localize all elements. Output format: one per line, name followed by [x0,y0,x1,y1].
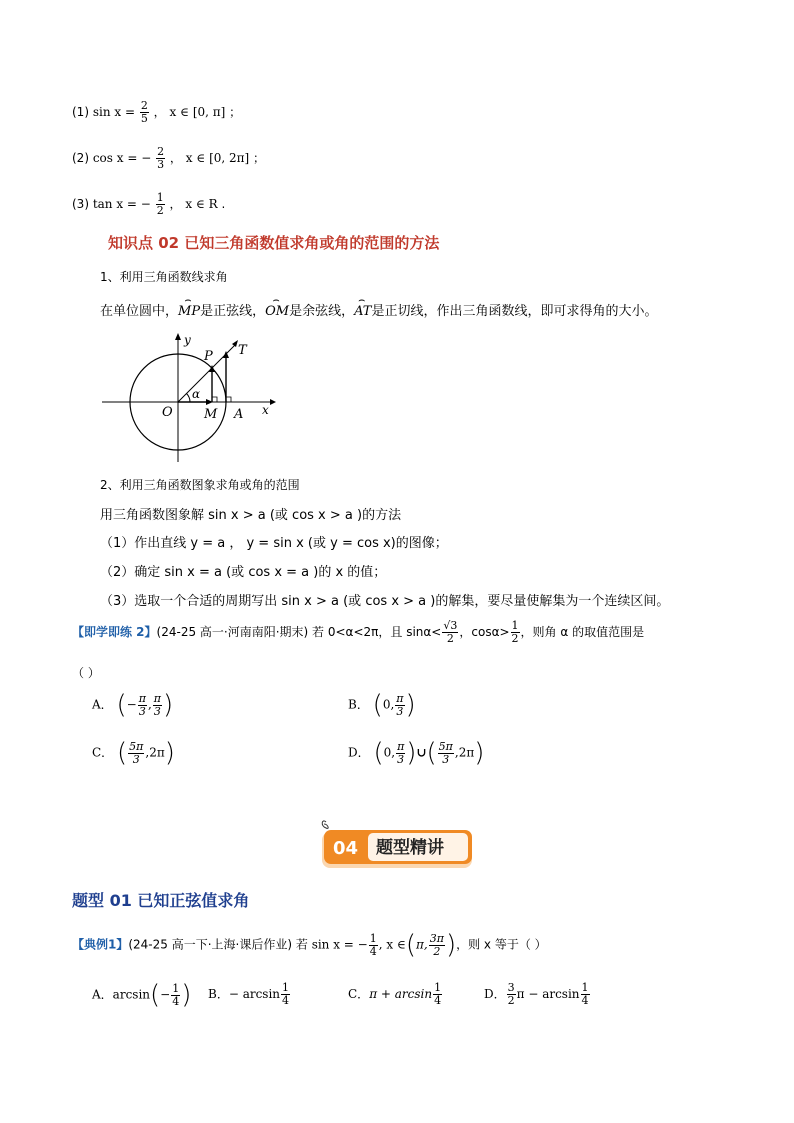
problem-3: (3) tan x = − $\frac{1}{2}$ ， x ∈ R . [72,191,226,217]
practice-source: (24-25 高一·河南南阳·期末) [156,625,309,639]
arc-mp: ⌢ MP [178,304,200,319]
text: 是正切线，作出三角函数线，即可求得角的大小。 [371,304,658,319]
option-label: C． [92,745,114,760]
range: [0, 2π] [209,151,250,165]
badge-number: 04 [333,838,359,859]
equation-lhs: sin x = [92,105,136,119]
label-a: A [234,407,244,422]
type01-option-b[interactable]: B．− arcsin $\frac{1}{4}$ [208,981,290,1007]
denominator: 2 [511,632,519,645]
stem-text: 若 0<α<2π，且 sinα< [312,625,442,639]
option-label: B． [348,697,369,712]
arc-om: ⌢ OM [265,304,289,319]
method2-heading: 2、利用三角函数图象求角或角的范围 [100,478,300,492]
type01-option-d[interactable]: D． $\frac{3}{2}$ π − arcsin $\frac{1}{4}$ [484,981,589,1007]
right-angle-a [226,397,231,402]
denominator: 2 [156,204,164,217]
badge-text: 题型精讲 [376,838,444,858]
problem-1: (1) sin x = $\frac{2}{5}$ ， x ∈ [0, π] ； [72,99,242,125]
right-angle-m [212,397,217,402]
example1-stem: 【典例1】(24-25 高一下·上海·课后作业) 若 sin x = − $\frac{1}{4}$ , x ∈(π, $\frac{3\pi}{2}$ )，则 x 等于（ ） [72,930,547,960]
type01-option-a[interactable]: A．arcsin(− $\frac{1}{4}$ ) [92,980,192,1010]
numerator: 1 [156,191,164,204]
stem-text: 若 sin x = − [295,937,368,952]
denominator: 2 [446,632,454,645]
knowledge-title: 知识点 02 已知三角函数值求角或角的范围的方法 [108,234,440,252]
range-prefix: x ∈ [185,151,206,165]
swirl-icon [322,821,328,829]
step-3: （3）选取一个合适的周期写出 sin x > a (或 cos x > a )的解集，要尽量使解集为一个连续区间。 [100,594,670,609]
unit-circle-diagram [98,330,278,464]
range: [0, π] [192,105,226,119]
text: 是余弦线， [289,304,355,319]
type01-title: 题型 01 已知正弦值求角 [72,891,250,910]
practice-tag: 【即学即练 2】 [72,625,157,639]
problem-label: (1) [72,105,89,119]
step-2: （2）确定 sin x = a (或 cos x = a )的 x 的值； [100,565,387,580]
numerator: √3 [443,619,458,632]
text: 是正弦线， [200,304,266,319]
badge-graphic [320,818,474,870]
numerator: 1 [511,619,519,632]
practice-stem [72,620,644,645]
stem-text: , x ∈ [378,937,406,952]
option-c[interactable]: C． ( $\frac{5\pi}{3}$ ,2π) [92,738,175,768]
denominator: 3 [157,158,165,171]
method1-text [100,300,657,319]
equation-lhs: tan x = − [92,197,151,211]
option-d[interactable]: D． (0, $\frac{\pi}{3}$ )∪( $\frac{5\pi}{3}$ ,2π) [348,738,485,768]
fraction [156,146,165,171]
example-source: (24-25 高一下·上海·课后作业) [128,937,293,952]
equation-lhs: cos x = − [92,151,152,165]
stem-text: ，则 x 等于（ ） [456,937,547,952]
end-mark: ； [229,105,242,119]
method2-intro: 用三角函数图象解 sin x > a (或 cos x > a )的方法 [100,508,402,523]
option-label: D． [348,745,370,760]
text: 在单位圆中， [100,304,179,319]
problem-2: (2) cos x = − $\frac{2}{3}$ ， x ∈ [0, 2π] ； [72,145,266,171]
fraction: $\frac{1}{4}$ [369,931,377,958]
method1-heading: 1、利用三角函数线求角 [100,270,228,284]
end-mark: ； [253,151,266,165]
example-tag: 【典例1】 [72,937,129,952]
option-b[interactable]: B． (0, $\frac{\pi}{3}$ ) [348,690,416,720]
range-prefix: x ∈ [169,105,189,119]
step-1: （1）作出直线 y = a ， y = sin x (或 y = cos x)的图像； [100,536,448,551]
problem-label: (3) [72,197,89,211]
stem-text: ，cosα> [459,625,510,639]
fraction [140,100,149,125]
label-x: x [262,403,269,417]
end-mark: . [221,197,226,211]
range-prefix: x ∈ [185,197,205,211]
option-label: A． [92,697,113,712]
y-axis-arrow [175,333,181,340]
alpha-arc [187,394,191,403]
numerator: 2 [140,99,148,112]
label-t: T [238,343,247,358]
label-p: P [204,349,213,364]
numerator: 2 [157,145,165,158]
label-y: y [184,333,191,347]
stem-text: ，则角 α 的取值范围是 [520,625,645,639]
arc-at: ⌢ AT [354,304,371,319]
answer-paren: （ ） [72,666,100,680]
option-a[interactable]: A． (− $\frac{\pi}{3}$ , $\frac{\pi}{3}$ ) [92,690,174,720]
x-axis-arrow [270,399,276,405]
label-m: M [204,407,218,422]
label-o: O [162,405,173,420]
denominator: 5 [140,112,148,125]
problem-label: (2) [72,151,89,165]
fraction-sqrt3-2 [442,620,458,645]
section-badge [320,818,474,870]
label-alpha: α [192,387,201,401]
fraction-1-2 [511,620,520,645]
type01-option-c[interactable]: C．π + arcsin $\frac{1}{4}$ [348,981,442,1007]
range: R [208,197,218,211]
fraction [156,192,165,217]
